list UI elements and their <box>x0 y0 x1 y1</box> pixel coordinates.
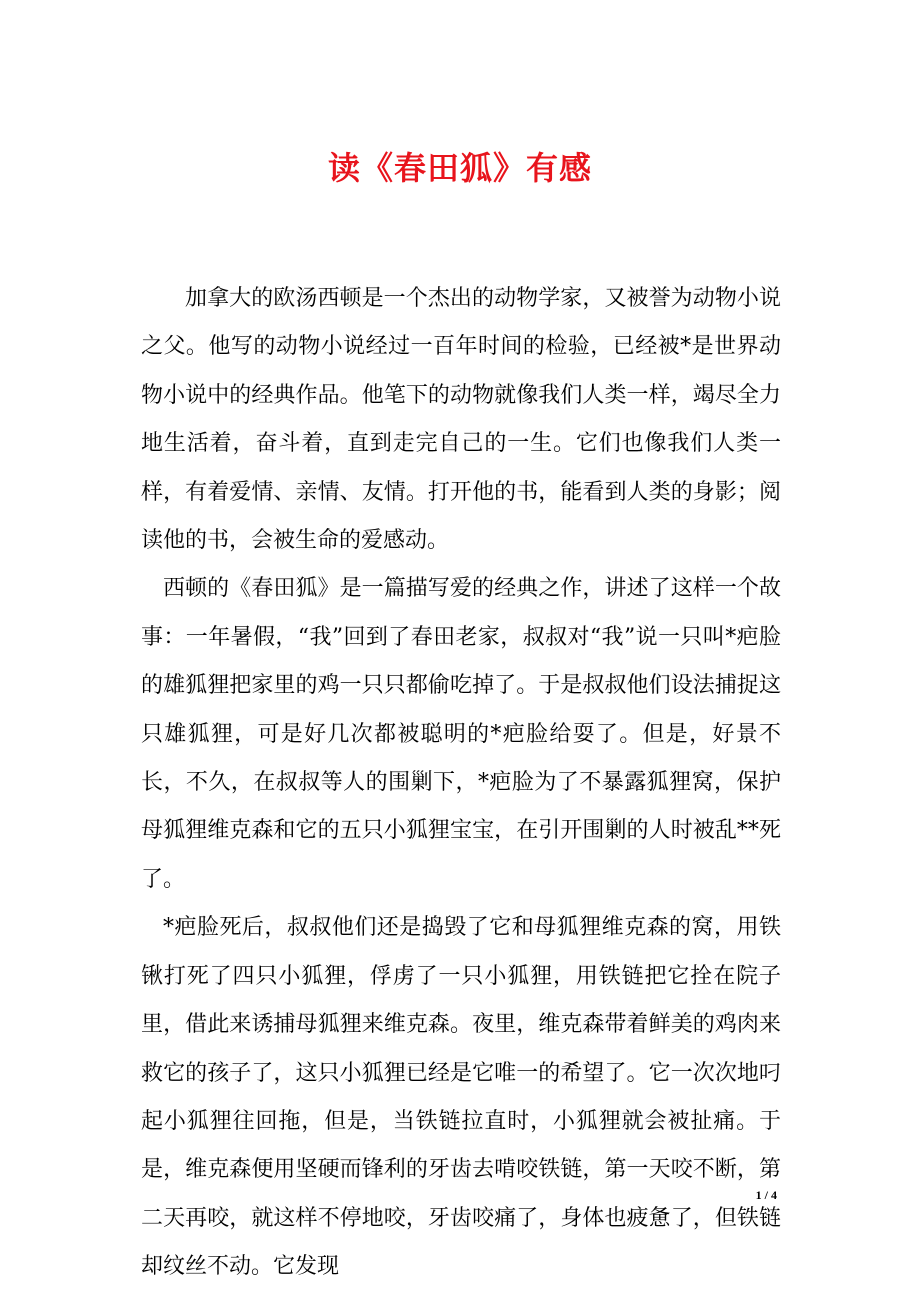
paragraph-2: 西顿的《春田狐》是一篇描写爱的经典之作，讲述了这样一个故事：一年暑假，“我”回到了春田老家，叔叔对“我”说一只叫*疤脸的雄狐狸把家里的鸡一只只都偷吃掉了。于是叔叔他们设法捕捉这只雄狐狸，可是好几次都被聪明的*疤脸给耍了。但是，好景不长，不久，在叔叔等人的围剿下，*疤脸为了不暴露狐狸窝，保护母狐狸维克森和它的五只小狐狸宝宝，在引开围剿的人时被乱**死了。 <box>141 576 781 892</box>
paragraph-3: *疤脸死后，叔叔他们还是捣毁了它和母狐狸维克森的窝，用铁锹打死了四只小狐狸，俘虏了一只小狐狸，用铁链把它拴在院子里，借此来诱捕母狐狸来维克森。夜里，维克森带着鲜美的鸡肉来救它的孩子了，这只小狐狸已经是它唯一的希望了。它一次次地叼起小狐狸往回拖，但是，当铁链拉直时，小狐狸就会被扯痛。于是，维克森便用坚硬而锋利的牙齿去啃咬铁链，第一天咬不断，第二天再咬，就这样不停地咬，牙齿咬痛了，身体也疲惫了，但铁链却纹丝不动。它发现 <box>141 915 781 1280</box>
document-body <box>141 275 781 1292</box>
paragraph-1: 加拿大的欧汤西顿是一个杰出的动物学家，又被誉为动物小说之父。他写的动物小说经过一百年时间的检验，已经被*是世界动物小说中的经典作品。他笔下的动物就像我们人类一样，竭尽全力地生活着，奋斗着，直到走完自己的一生。它们也像我们人类一样，有着爱情、亲情、友情。打开他的书，能看到人类的身影；阅读他的书，会被生命的爱感动。 <box>141 286 781 554</box>
document-title: 读《春田狐》有感 <box>327 149 592 187</box>
page-number: 1 / 4 <box>755 1188 777 1202</box>
